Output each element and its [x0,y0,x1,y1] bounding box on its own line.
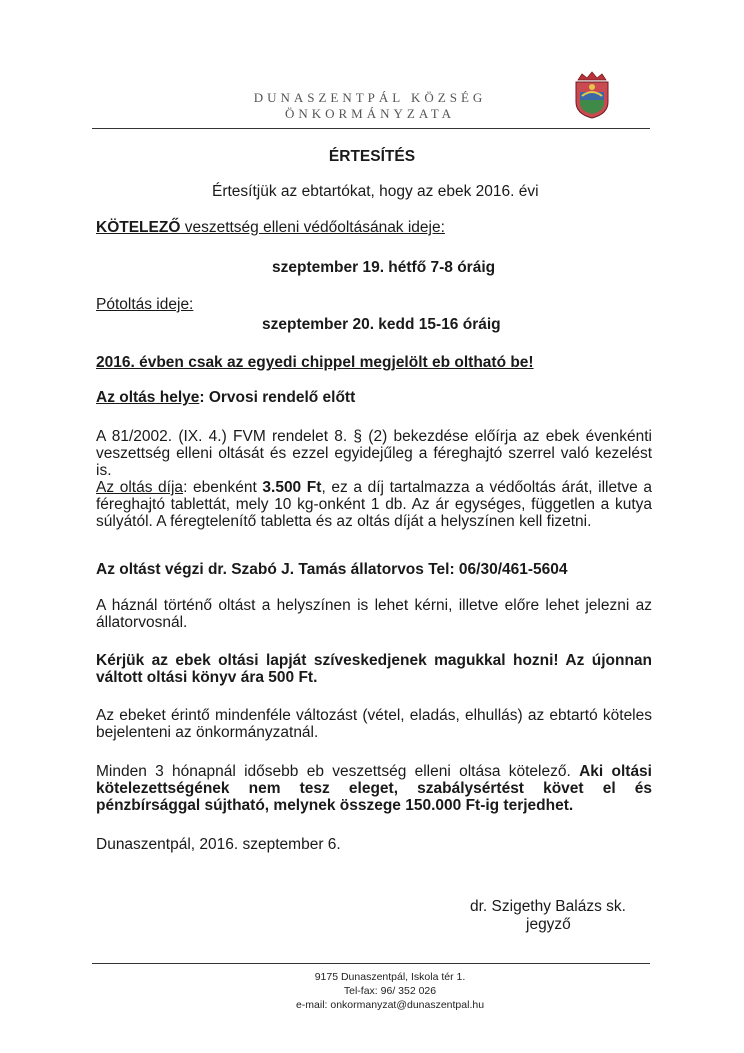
makeup-date: szeptember 20. kedd 15-16 óráig [262,316,501,333]
signature-name: dr. Szigethy Balázs sk. [470,898,626,915]
vaccination-date: szeptember 19. hétfő 7-8 óráig [272,259,496,276]
penalty-normal: Minden 3 hónapnál idősebb eb veszettség elleni oltása kötelező. [96,763,580,780]
vet-info: Az oltást végzi dr. Szabó J. Tamás állatorvos Tel: 06/30/461-5604 [96,561,568,578]
coat-of-arms-icon [572,70,612,120]
bring-card-paragraph: Kérjük az ebek oltási lapját szíveskedjenek magukkal hozni! Az újonnan váltott oltási könyv ára 500 Ft. [96,652,652,686]
place-value: : Orvosi rendelő előtt [199,389,356,406]
org-name-line2: ÖNKORMÁNYZATA [284,106,456,121]
signature-role: jegyző [526,916,571,933]
place-date: Dunaszentpál, 2016. szeptember 6. [96,836,341,853]
mandatory-word: KÖTELEZŐ [96,219,181,236]
penalty-bold: Aki oltási kötelezettségének nem tesz eleget, szabálysértést követ el és pénzbírsággal sújtható, melynek összege 150.000 Ft-ig terjedhet. [96,763,652,814]
fee-amount: 3.500 Ft [262,479,322,496]
footer-address: 9175 Dunaszentpál, Iskola tér 1. [314,971,466,983]
place-label: Az oltás helye [96,389,200,406]
page-title: ÉRTESÍTÉS [328,148,416,165]
mandatory-rest: veszettség elleni védőoltásának ideje: [180,219,445,236]
vaccination-place [96,389,355,407]
home-visit-paragraph: A háznál történő oltást a helyszínen is lehet kérni, illetve előre lehet jelezni az állatorvosnál. [96,597,652,631]
chip-notice: 2016. évben csak az egyedi chippel megjelölt eb oltható be! [96,354,534,371]
fee-rest: , ez a díj tartalmazza a védőoltás árát, illetve a féreghajtó tablettát, mely 10 kg-onként 1 db. Az ár egységes, független a kutya súlyától. A féregtelenítő tabletta és az oltás díját a helyszínen kell fizetni. [96,479,653,530]
footer-divider [92,963,650,964]
changes-paragraph: Az ebeket érintő mindenféle változást (vétel, eladás, elhullás) az ebtartó köteles bejelenteni az önkormányzatnál. [96,707,652,741]
footer-phone: Tel-fax: 96/ 352 026 [343,985,437,997]
org-name-line1: DUNASZENTPÁL KÖZSÉG [253,90,487,105]
mandatory-line [96,219,445,237]
penalty-paragraph [96,763,652,814]
footer-email: e-mail: onkormanyzat@dunaszentpal.hu [295,999,485,1011]
fee-label: Az oltás díja [96,479,184,496]
header-divider [92,128,650,129]
intro-text: Értesítjük az ebtartókat, hogy az ebek 2016. évi [212,183,539,200]
fee-paragraph [96,479,652,530]
regulation-paragraph: A 81/2002. (IX. 4.) FVM rendelet 8. § (2) bekezdése előírja az ebek évenkénti veszettség elleni oltását és ezzel egyidejűleg a féreghajtó szerrel való kezelést is. [96,428,652,479]
fee-pre: : ebenként [183,479,263,496]
makeup-label: Pótoltás ideje: [96,296,194,313]
